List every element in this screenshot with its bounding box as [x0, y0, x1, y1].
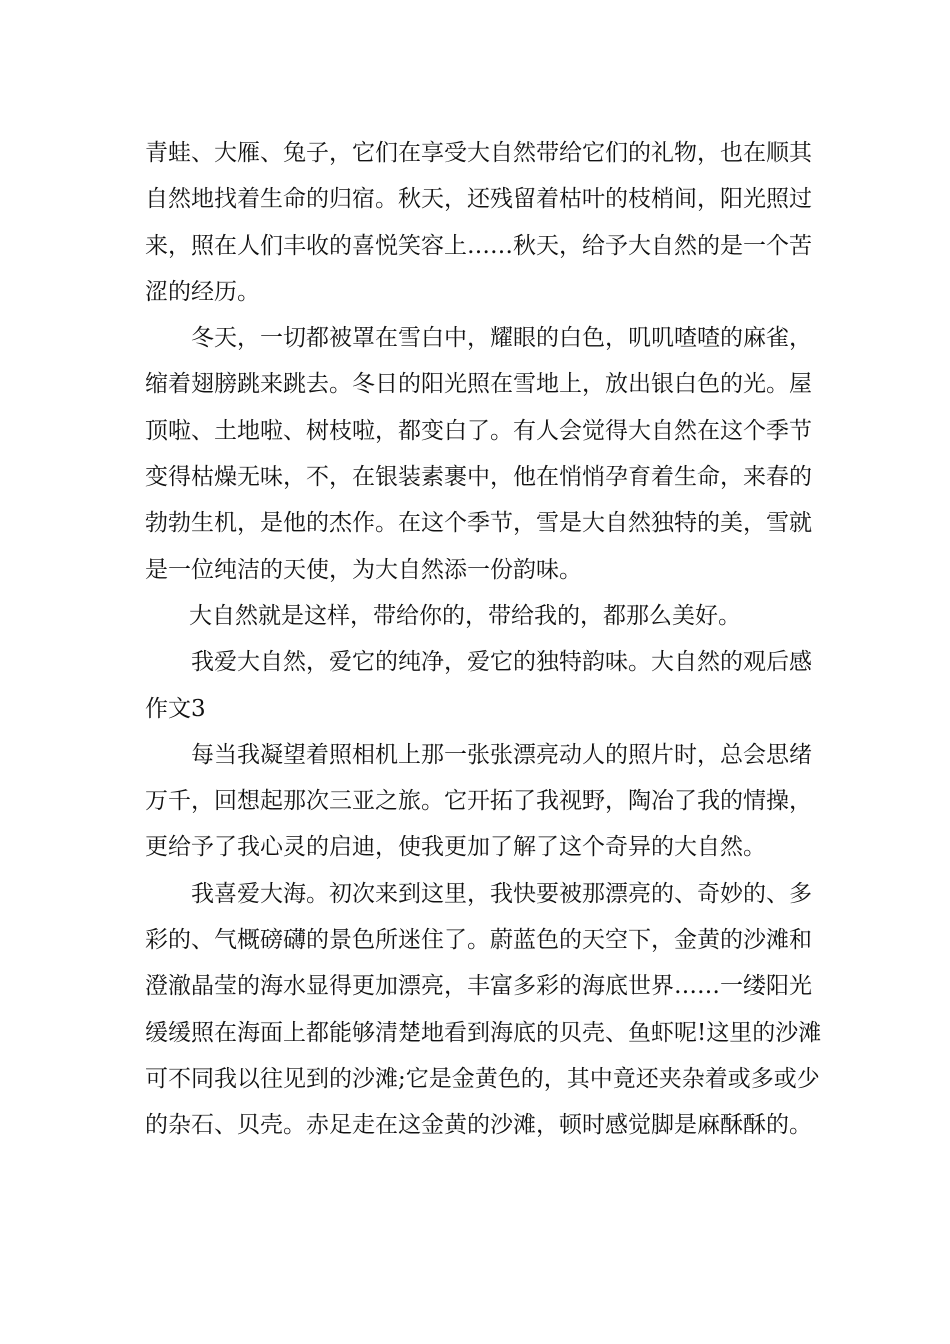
text-line: 是一位纯洁的天使，为大自然添一份韵味。	[145, 556, 582, 583]
text-line: 自然地找着生命的归宿。秋天，还残留着枯叶的枝梢间，阳光照过	[145, 186, 812, 213]
text-line: 缩着翅膀跳来跳去。冬日的阳光照在雪地上，放出银白色的光。屋	[145, 371, 812, 398]
text-line: 顶啦、土地啦、树枝啦，都变白了。有人会觉得大自然在这个季节	[145, 417, 812, 444]
paragraph-winter	[145, 315, 812, 593]
paragraph-love-nature	[145, 639, 812, 732]
paragraph-autumn	[145, 130, 812, 315]
text-line: 每当我凝望着照相机上那一张张漂亮动人的照片时，总会思绪	[191, 741, 812, 768]
text-line: 我爱大自然，爱它的纯净，爱它的独特韵味。大自然的观后感	[191, 649, 812, 676]
text-line: 冬天，一切都被罩在雪白中，耀眼的白色，叽叽喳喳的麻雀，	[191, 325, 812, 352]
text-line: 来，照在人们丰收的喜悦笑容上……秋天，给予大自然的是一个苦	[145, 232, 812, 259]
paragraph-summary	[145, 593, 809, 639]
document-body	[145, 130, 822, 1149]
text-line: 可不同我以往见到的沙滩;它是金黄色的，其中竟还夹杂着或多或少	[145, 1065, 820, 1092]
text-line: 变得枯燥无味，不，在银装素裹中，他在悄悄孕育着生命，来春的	[145, 464, 812, 491]
text-line: 缓缓照在海面上都能够清楚地看到海底的贝壳、鱼虾呢!这里的沙滩	[145, 1019, 822, 1046]
text-line: 澄澈晶莹的海水显得更加漂亮，丰富多彩的海底世界……一缕阳光	[145, 973, 812, 1000]
text-line: 勃勃生机，是他的杰作。在这个季节，雪是大自然独特的美，雪就	[145, 510, 812, 537]
text-line: 的杂石、贝壳。赤足走在这金黄的沙滩，顿时感觉脚是麻酥酥的。	[145, 1112, 812, 1139]
text-line: 万千，回想起那次三亚之旅。它开拓了我视野，陶冶了我的情操，	[145, 788, 812, 815]
text-line: 更给予了我心灵的启迪，使我更加了解了这个奇异的大自然。	[145, 834, 766, 861]
paragraph-sanya-trip	[145, 732, 812, 871]
text-line: 大自然就是这样，带给你的，带给我的，都那么美好。	[189, 602, 741, 629]
text-line: 青蛙、大雁、兔子，它们在享受大自然带给它们的礼物，也在顺其	[145, 140, 812, 166]
text-line: 我喜爱大海。初次来到这里，我快要被那漂亮的、奇妙的、多	[191, 880, 812, 907]
text-line: 彩的、气概磅礴的景色所迷住了。蔚蓝色的天空下，金黄的沙滩和	[145, 927, 812, 954]
paragraph-sea	[145, 871, 822, 1149]
text-line: 作文3	[145, 695, 206, 722]
text-line: 涩的经历。	[145, 278, 260, 305]
